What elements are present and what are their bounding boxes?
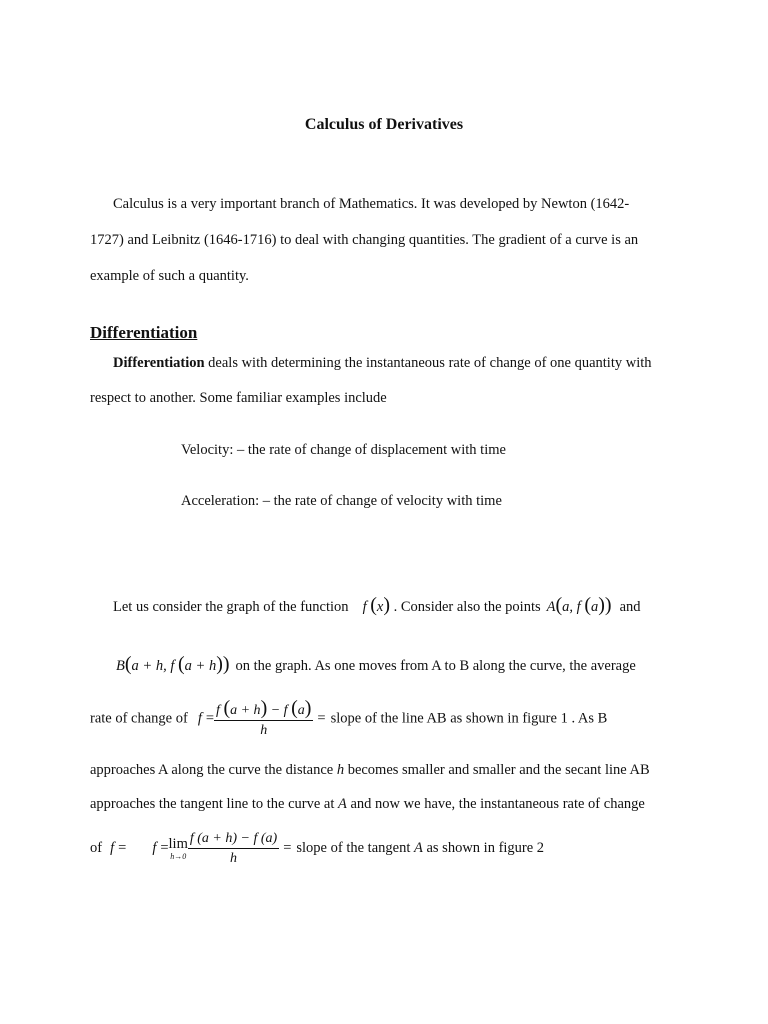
math-point-b: B(a + h, f (a + h)) [116, 653, 230, 675]
p2-line-6-a: of [90, 840, 103, 857]
p2-line-4-b: becomes smaller and smaller and the secant line AB [344, 762, 650, 778]
math-limit: lim h→0 [168, 836, 188, 861]
p2-line-4-a: approaches A along the curve the distance [90, 762, 337, 778]
p2-line-5 [90, 796, 645, 813]
math-average-rate-fraction: $\frac{f (a + h) - f (a)}{h}$ [216, 697, 312, 739]
p2-line-5-b: and now we have, the instantaneous rate of change [346, 796, 645, 812]
example-velocity: Velocity: – the rate of change of displacement with time [181, 442, 506, 458]
math-derivative-fraction: $\frac{f (a + h) - f (a)}{h}$ [189, 831, 278, 867]
math-f-label-3: f [152, 840, 157, 857]
page-title: Calculus of Derivatives [304, 116, 464, 133]
math-f-label: f [197, 710, 202, 727]
diff-bold-term: Differentiation [113, 355, 205, 371]
p2-line-3-a: rate of change of [90, 710, 188, 727]
intro-line-1: Calculus is a very important branch of Mathematics. It was developed by Newton (1642- [113, 196, 630, 212]
math-A-2: A [413, 840, 423, 857]
intro-line-2: 1727) and Leibnitz (1646-1716) to deal with changing quantities. The gradient of a curve is an [90, 232, 639, 248]
diff-line-1 [113, 355, 652, 372]
math-A: A [338, 796, 347, 812]
diff-line-1-rest: deals with determining the instantaneous rate of change of one quantity with [204, 355, 652, 371]
intro-line-3: example of such a quantity. [90, 268, 249, 284]
p2-line-3: rate of change of f = $\frac{f (a + h) - f (a)}{h}$ = slope of the line AB as shown in figure 1 . As B [90, 697, 608, 739]
p2-line-3-b: slope of the line AB as shown in figure 1 . As B [330, 710, 608, 727]
p2-line-2 [116, 653, 636, 675]
p2-line-6-c: as shown in figure 2 [422, 840, 545, 857]
p2-line-6: of f = f = lim h→0 $\frac{f (a + h) - f (a)}{h}$ = slope of the tangent A as shown in figure 2 [90, 831, 545, 867]
p2-line-6-b: slope of the tangent [296, 840, 414, 857]
p2-line-5-a: approaches the tangent line to the curve at [90, 796, 339, 812]
p2-line-1-a: Let us consider the graph of the function [113, 599, 349, 615]
p2-line-1-c: and [619, 599, 641, 615]
p2-line-4 [90, 762, 650, 779]
example-acceleration: Acceleration: – the rate of change of velocity with time [181, 493, 502, 509]
math-fx: f (x) [362, 594, 390, 616]
math-h: h [336, 762, 345, 778]
p2-line-2-b: on the graph. As one moves from A to B along the curve, the average [235, 658, 636, 674]
math-point-a: A(a, f (a)) [546, 594, 612, 616]
p2-line-1 [113, 594, 641, 616]
math-f-label-2: f [110, 840, 115, 857]
diff-line-2: respect to another. Some familiar examples include [90, 390, 387, 406]
p2-line-1-b: . Consider also the points [393, 599, 541, 615]
section-heading: Differentiation [90, 323, 198, 342]
